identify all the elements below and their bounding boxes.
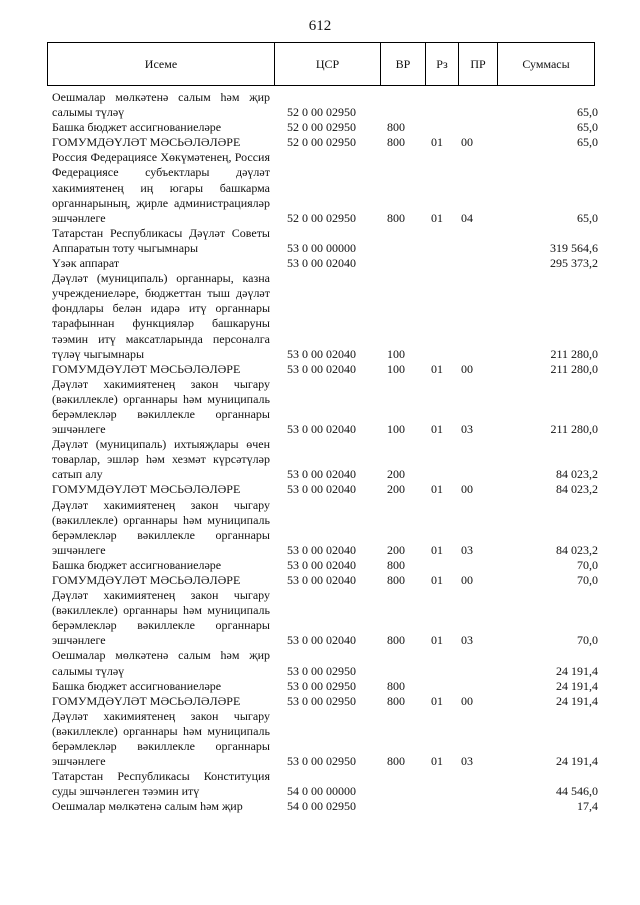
table-row [52,90,598,120]
row-sum: 70,0 [577,557,598,572]
row-csr: 53 0 00 02040 [287,361,356,376]
row-rz: 01 [431,210,443,225]
row-rz: 01 [431,361,443,376]
row-rz: 01 [431,693,443,708]
row-sum: 24 191,4 [556,678,598,693]
row-rz: 01 [431,633,443,648]
row-name: Дәүләт хакимиятенең закон чыгару (вәкиллекле) органнары һәм муниципаль берәмлекләр вәкиллекле органнары эшчәнлеге [52,497,270,557]
row-vr: 100 [387,422,405,437]
row-name: ГОМУМДӘҮЛӘТ МӘСЬӘЛӘЛӘРЕ [52,573,241,587]
table-row [52,679,598,694]
table-row [52,226,598,256]
row-vr: 800 [387,754,405,769]
row-sum: 65,0 [577,105,598,120]
table-row [52,709,598,769]
row-vr: 200 [387,482,405,497]
row-sum: 295 373,2 [550,256,598,271]
row-name: Татарстан Республикасы Дәүләт Советы Аппаратын тоту чыгымнары [52,225,270,255]
row-vr: 200 [387,542,405,557]
row-vr: 800 [387,573,405,587]
row-csr: 53 0 00 02950 [287,693,356,708]
row-name: ГОМУМДӘҮЛӘТ МӘСЬӘЛӘЛӘРЕ [52,361,241,376]
row-name: Дәүләт (муниципаль) ихтыяҗлары өчен товарлар, эшләр һәм хезмәт күрсәтүләр сатып алу [52,437,270,482]
table-row [52,150,598,225]
row-pr: 03 [461,633,473,648]
row-vr: 800 [387,210,405,225]
table-body [52,90,598,815]
row-pr: 00 [461,573,473,587]
table-row [52,799,598,814]
row-sum: 24 191,4 [556,693,598,708]
row-rz: 01 [431,135,443,150]
row-vr: 100 [387,346,405,361]
row-csr: 52 0 00 02950 [287,135,356,150]
row-vr: 800 [387,557,405,572]
row-sum: 70,0 [577,633,598,648]
table-row [52,498,598,558]
row-rz: 01 [431,542,443,557]
row-sum: 84 023,2 [556,482,598,497]
table-row [52,482,598,497]
row-csr: 53 0 00 02040 [287,422,356,437]
row-rz: 01 [431,754,443,769]
row-sum: 70,0 [577,573,598,587]
row-sum: 44 546,0 [556,784,598,799]
row-sum: 65,0 [577,135,598,150]
row-sum: 319 564,6 [550,240,598,255]
row-csr: 54 0 00 00000 [287,784,356,799]
row-sum: 84 023,2 [556,467,598,482]
row-name: Оешмалар мөлкәтенә салым һәм җир салымы түләү [52,648,270,678]
row-sum: 211 280,0 [550,346,598,361]
header-name: Исеме [48,43,275,86]
row-name: Дәүләт хакимиятенең закон чыгару (вәкиллекле) органнары һәм муниципаль берәмлекләр вәкиллекле органнары эшчәнлеге [52,708,270,769]
row-csr: 53 0 00 02040 [287,256,356,271]
row-name: Дәүләт хакимиятенең закон чыгару (вәкиллекле) органнары һәм муниципаль берәмлекләр вәкиллекле органнары эшчәнлеге [52,588,270,648]
row-rz: 01 [431,422,443,437]
row-name: Россия Федерациясе Хөкүмәтенең, Россия Федерациясе субъектлары дәүләт хакимиятенең иң югары башкарма органнарының, җирле администрацияләр эшчәнлеге [52,150,270,225]
row-csr: 53 0 00 02950 [287,678,356,693]
row-csr: 52 0 00 02950 [287,120,356,135]
row-pr: 04 [461,210,473,225]
row-vr: 800 [387,633,405,648]
table-row [52,437,598,482]
row-csr: 53 0 00 00000 [287,240,356,255]
row-sum: 211 280,0 [550,422,598,437]
row-csr: 53 0 00 02040 [287,542,356,557]
row-name: ГОМУМДӘҮЛӘТ МӘСЬӘЛӘЛӘРЕ [52,135,241,150]
row-csr: 52 0 00 02950 [287,105,356,120]
header-rz: Рз [426,43,459,86]
table-row [52,558,598,573]
row-sum: 24 191,4 [556,663,598,678]
row-csr: 53 0 00 02950 [287,754,356,769]
row-sum: 65,0 [577,210,598,225]
row-csr: 53 0 00 02040 [287,346,356,361]
row-pr: 00 [461,361,473,376]
row-name: Дәүләт (муниципаль) органнары, казна учреждениеләре, бюджеттан тыш дәүләт фондлары белән идарә итү органнары тарафыннан функцияләр башкаруны тәэмин итү максатларында персоналга түләү чыгымнары [52,271,270,361]
table-row [52,256,598,271]
header-pr: ПР [459,43,498,86]
row-pr: 03 [461,754,473,769]
row-vr: 100 [387,361,405,376]
row-sum: 65,0 [577,120,598,135]
table-header [47,42,595,86]
row-name: Дәүләт хакимиятенең закон чыгару (вәкиллекле) органнары һәм муниципаль берәмлекләр вәкиллекле органнары эшчәнлеге [52,376,270,437]
row-pr: 00 [461,482,473,497]
table-row [52,362,598,377]
row-pr: 00 [461,135,473,150]
row-csr: 53 0 00 02950 [287,663,356,678]
row-rz: 01 [431,482,443,497]
table-row [52,271,598,362]
header-sum: Суммасы [498,43,595,86]
table-row [52,588,598,648]
table-row [52,573,598,588]
table-row [52,377,598,437]
row-vr: 200 [387,467,405,482]
header-vr: ВР [381,43,426,86]
row-sum: 24 191,4 [556,754,598,769]
row-name: ГОМУМДӘҮЛӘТ МӘСЬӘЛӘЛӘРЕ [52,693,241,708]
row-name: ГОМУМДӘҮЛӘТ МӘСЬӘЛӘЛӘРЕ [52,482,241,497]
table-row [52,120,598,135]
row-rz: 01 [431,573,443,587]
table-row [52,648,598,678]
row-pr: 03 [461,422,473,437]
table-row [52,694,598,709]
row-csr: 54 0 00 02950 [287,799,356,814]
row-vr: 800 [387,693,405,708]
row-pr: 03 [461,542,473,557]
row-sum: 84 023,2 [556,542,598,557]
table-row [52,135,598,150]
header-csr: ЦСР [275,43,381,86]
row-pr: 00 [461,693,473,708]
row-csr: 53 0 00 02040 [287,573,356,587]
row-vr: 800 [387,678,405,693]
row-csr: 53 0 00 02040 [287,467,356,482]
row-csr: 52 0 00 02950 [287,210,356,225]
table-row [52,769,598,799]
row-sum: 211 280,0 [550,361,598,376]
row-vr: 800 [387,135,405,150]
row-vr: 800 [387,120,405,135]
row-csr: 53 0 00 02040 [287,557,356,572]
row-name: Үзәк аппарат [52,256,120,271]
row-name: Оешмалар мөлкәтенә салым һәм җир [52,799,243,814]
row-csr: 53 0 00 02040 [287,482,356,497]
row-name: Татарстан Республикасы Конституция суды эшчәнлеген тәэмин итү [52,769,270,799]
row-name: Башка бюджет ассигнованиеләре [52,557,222,572]
row-name: Башка бюджет ассигнованиеләре [52,120,222,135]
row-name: Оешмалар мөлкәтенә салым һәм җир салымы түләү [52,90,270,120]
row-name: Башка бюджет ассигнованиеләре [52,678,222,693]
row-csr: 53 0 00 02040 [287,633,356,648]
row-sum: 17,4 [577,799,598,814]
page-number: 612 [308,18,332,34]
